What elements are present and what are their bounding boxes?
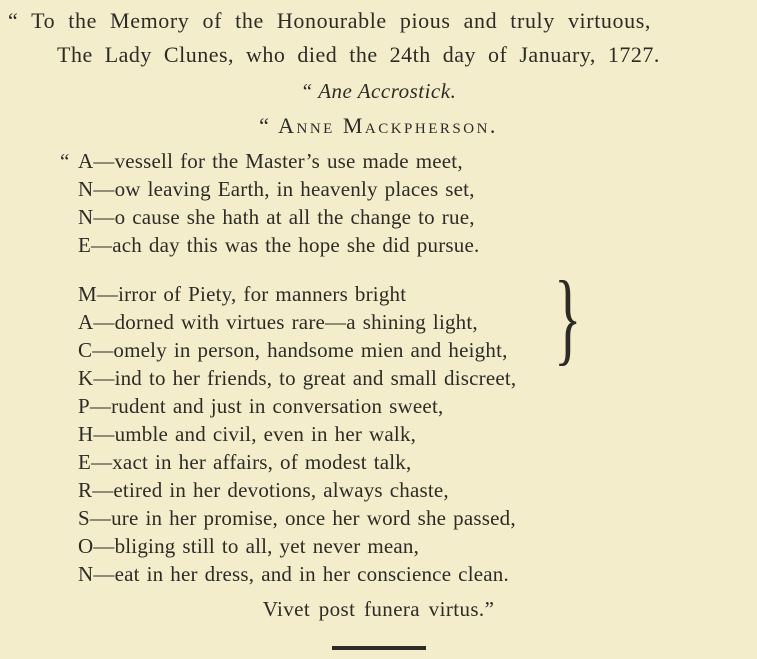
poem-line: S—ure in her promise, once her word she passed, — [78, 506, 516, 530]
memorial-header-line-2: The Lady Clunes, who died the 24th day of January, 1727. — [57, 42, 660, 67]
poem-line: C—omely in person, handsome mien and height, — [78, 338, 508, 362]
stanza-2 — [78, 260, 582, 588]
poem-line-text: A—vessell for the Master’s use made meet, — [78, 149, 463, 173]
brace-icon: } — [554, 260, 582, 375]
stanza-1 — [60, 147, 516, 259]
poem-line: N—ow leaving Earth, in heavenly places set, — [78, 177, 475, 201]
poem-dedication-name: “ Anne Mackpherson. — [259, 113, 498, 138]
end-divider — [332, 646, 426, 650]
poem-line: A—dorned with virtues rare—a shining light, — [78, 310, 478, 334]
poem-line: E—xact in her affairs, of modest talk, — [78, 450, 412, 474]
poem-line: H—umble and civil, even in her walk, — [78, 422, 417, 446]
poem-line: R—etired in her devotions, always chaste, — [78, 478, 449, 502]
poem-line: K—ind to her friends, to great and small discreet, — [78, 366, 517, 390]
open-quote: “ — [60, 149, 70, 173]
poem-subtitle: “ Ane Accrostick. — [300, 79, 457, 103]
poem-closing-latin: Vivet post funera virtus.” — [262, 597, 495, 621]
poem-line: E—ach day this was the hope she did pursue. — [78, 233, 480, 257]
poem-line: P—rudent and just in conversation sweet, — [78, 394, 444, 418]
poem-line — [60, 147, 516, 175]
acrostic-poem — [60, 147, 582, 588]
poem-line: O—bliging still to all, yet never mean, — [78, 534, 420, 558]
memorial-header-line-1: “ To the Memory of the Honourable pious and truly virtuous, — [8, 8, 651, 33]
poem-line: N—eat in her dress, and in her conscience clean. — [78, 562, 509, 586]
poem-line: N—o cause she hath at all the change to rue, — [78, 205, 475, 229]
poem-line: M—irror of Piety, for manners bright — [78, 282, 407, 306]
